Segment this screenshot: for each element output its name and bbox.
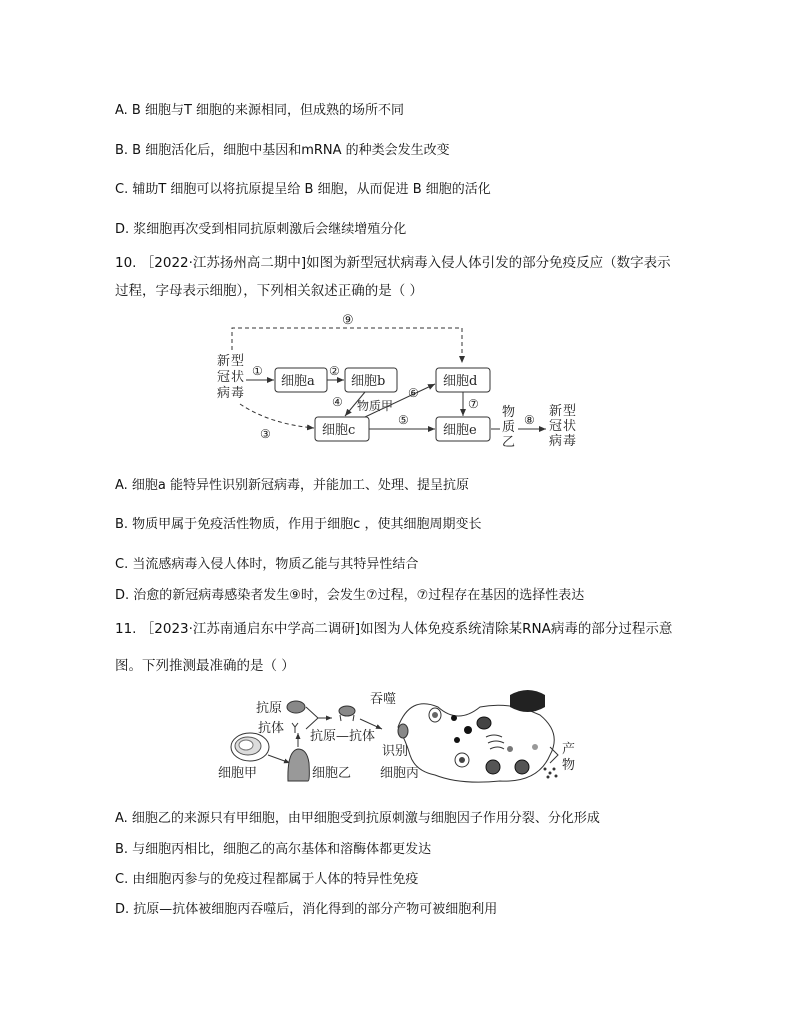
q10-stem-line2: 过程，字母表示细胞），下列相关叙述正确的是（ ） xyxy=(115,283,424,299)
q10-immune-diagram xyxy=(200,308,600,458)
q9-option-c: C. 辅助T 细胞可以将抗原提呈给 B 细胞，从而促进 B 细胞的活化 xyxy=(115,182,491,197)
virus-label-right xyxy=(549,403,576,449)
q9-option-b: B. B 细胞活化后，细胞中基因和mRNA 的种类会发生改变 xyxy=(115,143,450,158)
q10-option-c: C. 当流感病毒入侵人体时，物质乙能与其特异性结合 xyxy=(115,557,419,572)
step-4: ④ xyxy=(332,395,343,409)
svg-text:乙: 乙 xyxy=(502,435,516,450)
q9-option-d: D. 浆细胞再次受到相同抗原刺激后会继续增殖分化 xyxy=(115,222,407,237)
substance-yi-label xyxy=(502,404,515,450)
cell-bing-label: 细胞丙 xyxy=(380,766,420,781)
cell-jia-label: 细胞甲 xyxy=(218,766,258,781)
step-7: ⑦ xyxy=(468,397,479,411)
svg-text:冠: 冠 xyxy=(549,419,563,434)
svg-text:细胞d: 细胞d xyxy=(443,374,478,389)
q11-option-d: D. 抗原—抗体被细胞丙吞噬后，消化得到的部分产物可被细胞利用 xyxy=(115,902,498,917)
svg-text:病: 病 xyxy=(217,386,231,401)
product-dots xyxy=(544,768,558,779)
q11-immune-diagram xyxy=(210,685,590,795)
step-5: ⑤ xyxy=(398,413,409,427)
svg-text:冠: 冠 xyxy=(217,370,231,385)
q10-stem-line1: 10. ［2022·江苏扬州高二期中]如图为新型冠状病毒入侵人体引发的部分免疫反应（数字表示 xyxy=(115,255,671,271)
svg-text:新: 新 xyxy=(217,354,231,369)
virus-label-left xyxy=(217,353,244,401)
svg-text:型: 型 xyxy=(563,404,577,419)
svg-text:毒: 毒 xyxy=(231,386,245,401)
cell-a-box xyxy=(275,368,327,392)
q11-option-a: A. 细胞乙的来源只有甲细胞，由甲细胞受到抗原刺激与细胞因子作用分裂、分化形成 xyxy=(115,811,600,826)
substance-jia-label: 物质甲 xyxy=(357,399,394,413)
svg-text:状: 状 xyxy=(563,419,577,434)
cell-b-box xyxy=(345,368,397,392)
complex-shape xyxy=(339,706,355,721)
svg-text:状: 状 xyxy=(231,370,245,385)
cell-d-box xyxy=(436,368,490,392)
complex-label: 抗原—抗体 xyxy=(310,729,376,744)
q11-stem-line1: 11. ［2023·江苏南通启东中学高二调研]如图为人体免疫系统清除某RNA病毒的部分过程示意 xyxy=(115,621,673,637)
step-2: ② xyxy=(329,364,340,378)
svg-text:型: 型 xyxy=(231,354,245,369)
q10-option-a: A. 细胞a 能特异性识别新冠病毒，并能加工、处理、提呈抗原 xyxy=(115,478,470,493)
cell-yi-drawing xyxy=(288,749,309,781)
product-label-2: 物 xyxy=(562,758,576,773)
phagocytose-label: 吞噬 xyxy=(370,692,397,707)
step-6: ⑥ xyxy=(408,386,419,400)
svg-text:细胞c: 细胞c xyxy=(322,423,356,438)
step-1: ① xyxy=(252,364,263,378)
svg-text:新: 新 xyxy=(549,404,563,419)
q10-option-b: B. 物质甲属于免疫活性物质，作用于细胞c ，使其细胞周期变长 xyxy=(115,517,482,532)
step-8: ⑧ xyxy=(524,413,535,427)
svg-text:病: 病 xyxy=(549,434,563,449)
svg-text:物: 物 xyxy=(502,405,516,420)
svg-text:细胞a: 细胞a xyxy=(281,374,315,389)
cell-bing-drawing xyxy=(398,704,554,782)
q11-option-c: C. 由细胞丙参与的免疫过程都属于人体的特异性免疫 xyxy=(115,872,419,887)
q11-option-b: B. 与细胞丙相比，细胞乙的高尔基体和溶酶体都更发达 xyxy=(115,842,432,857)
antigen-shape xyxy=(287,701,305,713)
recognize-label: 识别 xyxy=(382,744,409,759)
antibody-shape xyxy=(292,723,298,733)
svg-text:细胞e: 细胞e xyxy=(443,423,477,438)
step-3: ③ xyxy=(260,427,271,441)
q9-option-a: A. B 细胞与T 细胞的来源相同，但成熟的场所不同 xyxy=(115,103,405,118)
q11-stem-line2: 图。下列推测最准确的是（ ） xyxy=(115,658,295,674)
svg-text:细胞b: 细胞b xyxy=(351,374,386,389)
cell-e-box xyxy=(436,417,490,441)
step-9: ⑨ xyxy=(342,313,354,328)
antigen-label: 抗原 xyxy=(256,701,283,716)
svg-text:质: 质 xyxy=(502,420,516,435)
svg-text:毒: 毒 xyxy=(563,434,577,449)
cell-yi-label: 细胞乙 xyxy=(312,766,352,781)
cell-c-box xyxy=(315,417,369,441)
q10-option-d: D. 治愈的新冠病毒感染者发生⑨时，会发生⑦过程，⑦过程存在基因的选择性表达 xyxy=(115,588,585,603)
antibody-label: 抗体 xyxy=(258,721,285,736)
product-label-1: 产 xyxy=(562,742,576,757)
cell-jia-drawing xyxy=(231,733,269,761)
